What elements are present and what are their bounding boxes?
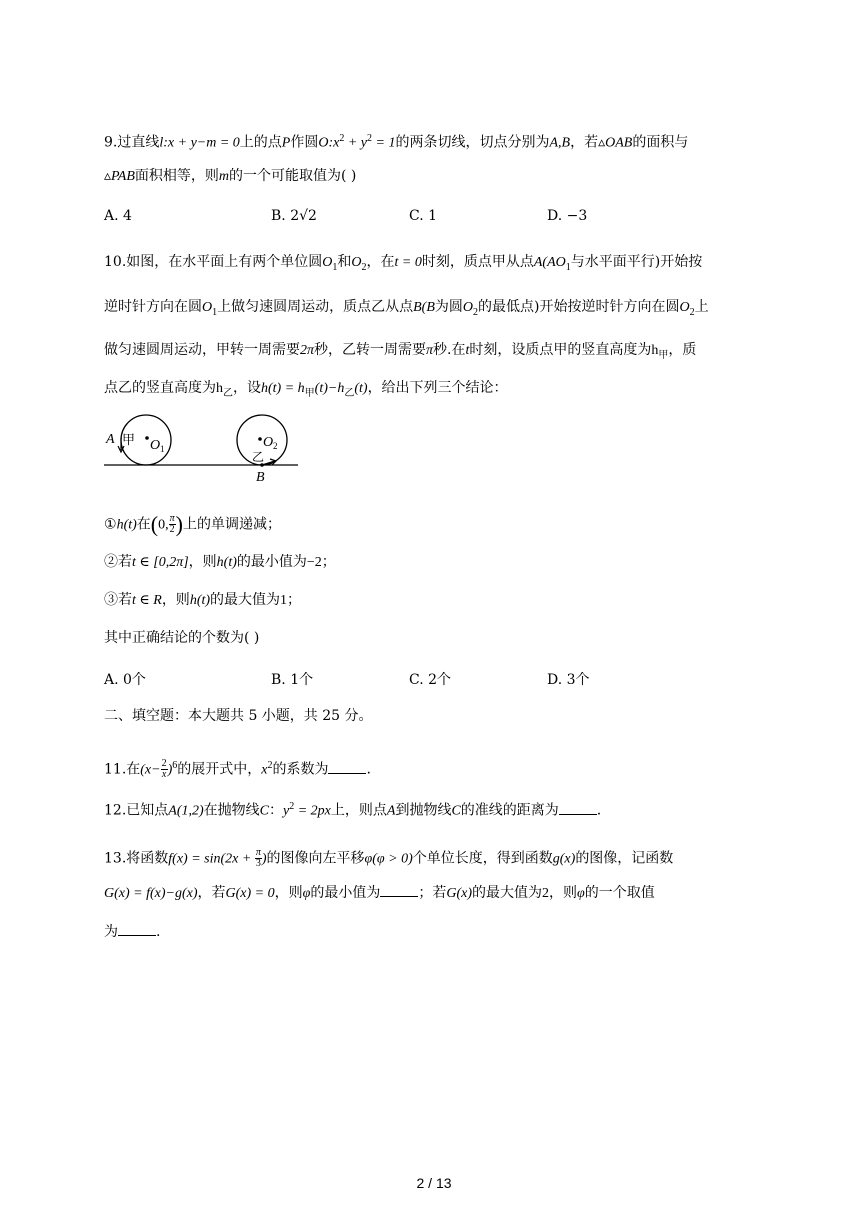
- q12-blank: [559, 800, 597, 815]
- label-o2: O: [263, 435, 274, 450]
- q10-option-b: B. 1个: [271, 672, 314, 688]
- q13-blank-1: [380, 882, 418, 897]
- q13-line3: 为 .: [104, 921, 160, 942]
- q9-option-c: C. 1: [409, 208, 438, 224]
- q13-line2: G(x) = f(x)−g(x)，若G(x) = 0，则φ的最小值为 ；若G(x)的最大值为2，则φ的一个取值: [104, 882, 655, 904]
- label-b: B: [256, 470, 265, 485]
- label-yi: 乙: [252, 450, 265, 464]
- q10-option-a: A. 0个: [104, 672, 146, 688]
- q10-conclusion-1: ①h(t)在(0, $\frac{\pi}{2}$ )上的单调递减；: [104, 511, 281, 537]
- q13-blank-2: [118, 921, 156, 936]
- q10-option-d: D. 3个: [547, 672, 590, 688]
- q9-line1: 9.过直线l:x + y−m = 0上的点P作圆$O:x^2 + y^2 = 1$的两条切线，切点分别为A,B，若▵OAB的面积与: [104, 133, 689, 151]
- label-o2-sub: 2: [273, 441, 278, 451]
- center-o2-dot: [258, 437, 262, 441]
- label-o1-sub: 1: [160, 444, 165, 454]
- q11: 11.在(x− $\frac{2}{x}$ )$^6$的展开式中，$x^2$的系数为 .: [104, 758, 371, 781]
- q10-line4: 点乙的竖直高度为$h_乙$，设$h(t) = h_甲(t)-h_乙(t)$，给出下列三个结论：: [104, 380, 508, 399]
- q10-line2: 逆时针方向在圆$O_1$上做匀速圆周运动，质点乙从点B(B为圆$O_2$的最低点)开始按逆时针方向在圆$O_2$上: [104, 299, 709, 318]
- page-number: 2 / 13: [416, 1175, 452, 1191]
- section-heading: 二、填空题：本大题共 5 小题，共 25 分。: [104, 708, 373, 724]
- q10-conclusion-2: ②若t ∈ [0,2π]，则h(t)的最小值为−2；: [104, 554, 336, 570]
- q9-option-a: A. 4: [104, 208, 132, 224]
- q9-option-b: B. 2√2: [271, 208, 317, 224]
- q13-line1: 13.将函数f(x) = sin(2x + $\frac{\pi}{3}$ )的图像向左平移φ(φ > 0)个单位长度，得到函数g(x)的图像，记函数: [104, 847, 674, 869]
- q10-option-c: C. 2个: [409, 672, 452, 688]
- q10-question: 其中正确结论的个数为( ): [104, 630, 260, 646]
- label-a: A: [106, 432, 115, 447]
- label-o1: O: [150, 438, 161, 453]
- center-o1-dot: [145, 436, 149, 440]
- q10-line1: 10.如图，在水平面上有两个单位圆$O_1$和$O_2$，在t = 0时刻，质点甲从点$A(AO_1$与水平面平行)开始按: [104, 254, 703, 273]
- q12: 12.已知点A(1,2)在抛物线C：$y^2 = 2px$上，则点A到抛物线C的准线的距离为 .: [104, 801, 602, 819]
- q10-line3: 做匀速圆周运动，甲转一周需要2π秒，乙转一周需要π秒.在t时刻，设质点甲的竖直高度为$h_甲$，质: [104, 342, 697, 361]
- q11-blank: [328, 759, 366, 774]
- q9-line2: ▵PAB面积相等，则m的一个可能取值为( ): [104, 168, 357, 184]
- q10-figure: [100, 410, 310, 490]
- q10-conclusion-3: ③若t ∈ R，则h(t)的最大值为1；: [104, 592, 302, 608]
- label-jia: 甲: [122, 433, 136, 448]
- q9-option-d: D. −3: [547, 208, 588, 224]
